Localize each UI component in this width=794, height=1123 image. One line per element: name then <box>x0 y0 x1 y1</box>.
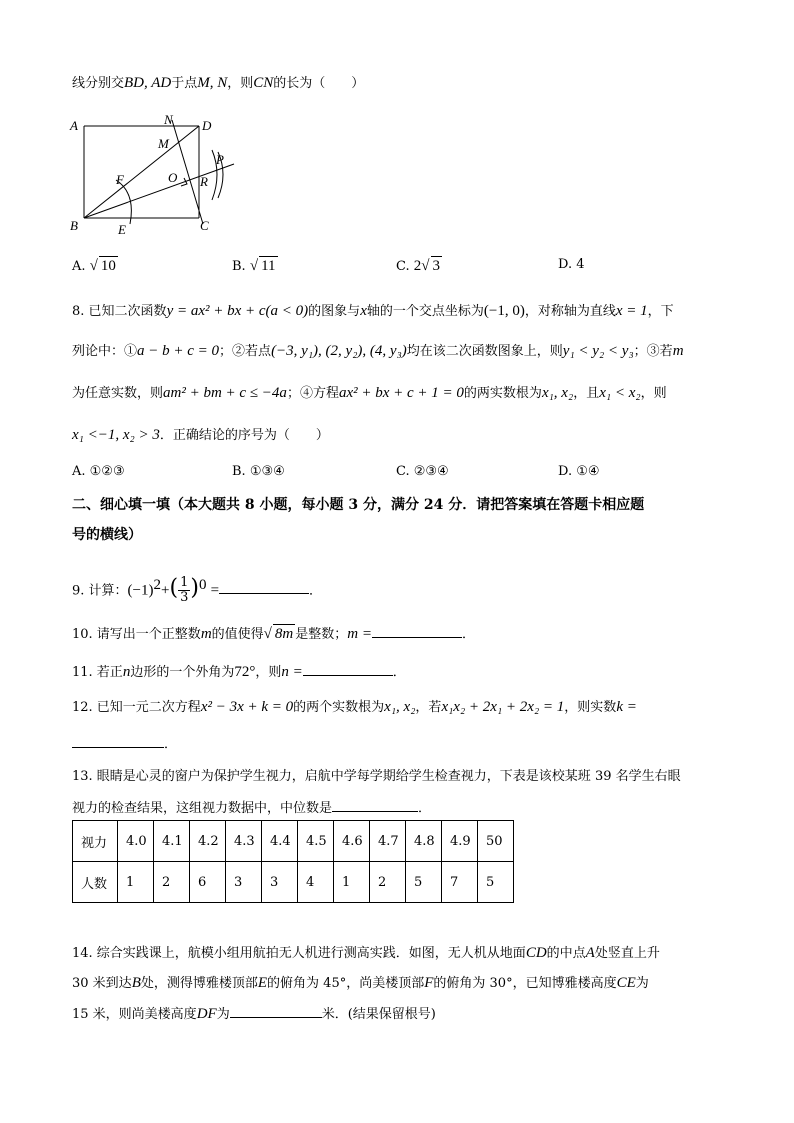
table-cell: 4.7 <box>370 821 406 862</box>
q8-option-c: C. ②③④ <box>396 464 449 479</box>
table-cell: 50 <box>478 821 514 862</box>
label-f: F <box>116 172 124 187</box>
table-cell: 4.6 <box>334 821 370 862</box>
q14-line1: 14. 综合实践课上，航模小组用航拍无人机进行测高实践．如图，无人机从地面CD的中点A处竖直上升 <box>72 945 660 961</box>
table-cell: 4.5 <box>298 821 334 862</box>
table-cell: 2 <box>370 862 406 903</box>
table-cell: 4.1 <box>154 821 190 862</box>
q13-line1: 13. 眼睛是心灵的窗户为保护学生视力，启航中学每学期给学生检查视力，下表是该校某班 39 名学生右眼 <box>72 769 681 784</box>
q13-answer-blank[interactable] <box>332 798 418 812</box>
label-b: B <box>70 218 78 233</box>
table-cell: 4.0 <box>118 821 154 862</box>
q12-line2: ． <box>72 734 177 754</box>
label-e: E <box>118 222 126 237</box>
table-cell: 1 <box>118 862 154 903</box>
label-p: P <box>216 152 224 167</box>
q13-line2: 视力的检查结果，这组视力数据中，中位数是 ． <box>72 798 431 818</box>
table-cell: 5 <box>478 862 514 903</box>
ray-bp <box>84 164 234 218</box>
q7-option-c: C. 2√ 3 <box>396 258 440 274</box>
q8-line1: 8. 已知二次函数y = ax² + bx + c(a < 0)的图象与x轴的一个交点坐标为(−1, 0)，对称轴为直线x = 1，下 <box>72 303 674 319</box>
label-n: N <box>164 112 173 127</box>
label-o: O <box>168 170 178 185</box>
q14-answer-blank[interactable] <box>230 1004 322 1018</box>
section2-heading-line2: 号的横线） <box>72 527 142 543</box>
label-m: M <box>158 136 169 151</box>
table-cell: 6 <box>190 862 226 903</box>
table-cell: 5 <box>406 862 442 903</box>
q8-option-b: B. ①③④ <box>232 464 285 479</box>
q8-line4: x₁ <−1, x₂ > 3．正确结论的序号为（ ） <box>72 427 329 443</box>
q12-line1: 12. 已知一元二次方程x² − 3x + k = 0的两个实数根为x₁, x₂，若x₁x₂ + 2x₁ + 2x₂ = 1，则实数k = <box>72 699 637 715</box>
q7-option-a: A. √ 10 <box>72 258 116 274</box>
table-cell: 4.8 <box>406 821 442 862</box>
q8-option-d: D. ①④ <box>558 464 600 479</box>
label-r: R <box>200 174 208 189</box>
table-cell: 4.2 <box>190 821 226 862</box>
table-row-count <box>73 862 514 903</box>
q10-answer-blank[interactable] <box>372 624 462 638</box>
section2-heading-line1: 二、细心填一填（本大题共 8 小题，每小题 3 分，满分 24 分．请把答案填在答题卡相应题 <box>72 497 645 513</box>
q7-tail-line: 线分别交BD, AD于点M, N，则CN的长为（ ） <box>72 75 365 91</box>
q11-answer-blank[interactable] <box>303 662 393 676</box>
q9-answer-blank[interactable] <box>219 580 309 594</box>
diagonal-bd <box>84 126 199 218</box>
q12-answer-blank[interactable] <box>72 734 164 748</box>
table-cell: 2 <box>154 862 190 903</box>
q14-line3: 15 米，则尚美楼高度DF为 米．(结果保留根号) <box>72 1006 436 1022</box>
table-cell: 视力 <box>73 821 118 862</box>
table-cell: 4.3 <box>226 821 262 862</box>
table-cell: 1 <box>334 862 370 903</box>
q11-line: 11. 若正n边形的一个外角为72°，则n = ． <box>72 664 406 680</box>
label-d: D <box>202 118 212 133</box>
table-cell: 4 <box>298 862 334 903</box>
q7-option-b: B. √ 11 <box>232 258 276 274</box>
table-cell: 7 <box>442 862 478 903</box>
q14-line2: 30 米到达B处，测得博雅楼顶部E的俯角为 45°，尚美楼顶部F的俯角为 30°，已知博雅楼高度CE为 <box>72 975 649 991</box>
vision-table <box>72 820 514 903</box>
q8-line3: 为任意实数，则am² + bm + c ≤ −4a；④方程ax² + bx + c + 1 = 0的两实数根为x₁, x₂，且x₁ < x₂，则 <box>72 385 667 401</box>
table-cell: 人数 <box>73 862 118 903</box>
table-row-vision <box>73 821 514 862</box>
table-cell: 3 <box>226 862 262 903</box>
q7-option-d: D. 4 <box>558 257 585 272</box>
geometry-figure <box>66 108 256 238</box>
q8-line2: 列论中：①a − b + c = 0；②若点(−3, y₁), (2, y₂), (4, y₃)均在该二次函数图象上，则y₁ < y₂ < y₃；③若m <box>72 343 684 359</box>
q9-line: 9. 计算：$(-1)^2+$( $\frac{1}{3}$ )$^0$ = ． <box>72 575 323 606</box>
table-cell: 4.9 <box>442 821 478 862</box>
q8-option-a: A. ①②③ <box>72 464 125 479</box>
label-c: C <box>200 218 209 233</box>
table-cell: 4.4 <box>262 821 298 862</box>
table-cell: 3 <box>262 862 298 903</box>
q10-line: 10. 请写出一个正整数m的值使得√ 8m 是整数；m = ． <box>72 626 475 642</box>
label-a: A <box>70 118 78 133</box>
